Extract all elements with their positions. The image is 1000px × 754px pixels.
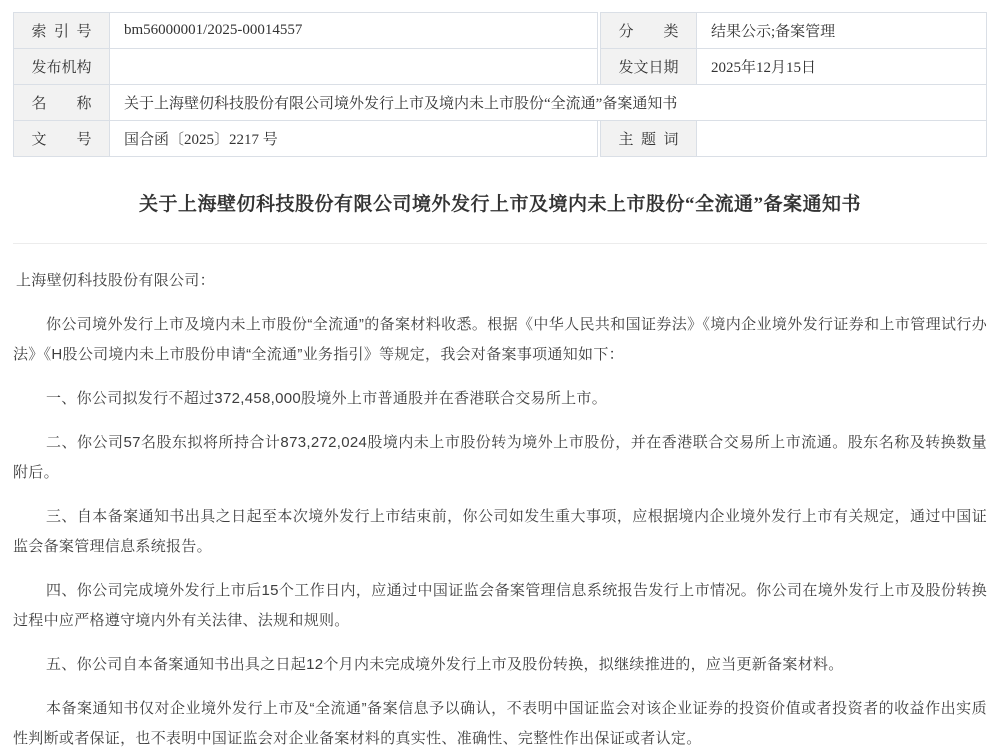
category-label-cell <box>600 12 697 49</box>
paragraph-item-4: 四、你公司完成境外发行上市后15个工作日内，应通过中国证监会备案管理信息系统报告发行上市情况。你公司在境外发行上市及股份转换过程中应严格遵守境内外有关法律、法规和规则。 <box>13 582 987 629</box>
paragraph-item-2: 二、你公司57名股东拟将所持合计873,272,024股境内未上市股份转为境外上市股份，并在香港联合交易所上市流通。股东名称及转换数量附后。 <box>13 434 987 481</box>
paragraph-item-3: 三、自本备案通知书出具之日起至本次境外发行上市结束前，你公司如发生重大事项，应根据境内企业境外发行上市有关规定，通过中国证监会备案管理信息系统报告。 <box>13 508 987 555</box>
document-name-label-cell <box>13 84 110 121</box>
issue-date-label: 发文日期 <box>618 60 679 76</box>
index-number-label-cell <box>13 12 110 49</box>
document-number-value: 国合函〔2025〕2217 号 <box>109 120 598 157</box>
issuing-agency-label: 发布机构 <box>31 60 92 76</box>
title-divider <box>13 243 987 244</box>
document-name-label: 名称 <box>31 96 92 112</box>
category-value: 结果公示;备案管理 <box>696 12 987 49</box>
document-body <box>13 266 987 754</box>
meta-row-4 <box>13 120 987 157</box>
subject-words-label-cell <box>600 120 697 157</box>
issue-date-value: 2025年12月15日 <box>696 48 987 85</box>
meta-row-1 <box>13 12 987 49</box>
document-title: 关于上海壁仞科技股份有限公司境外发行上市及境内未上市股份“全流通”备案通知书 <box>138 194 861 215</box>
salutation: 上海壁仞科技股份有限公司： <box>16 272 215 289</box>
meta-row-3 <box>13 84 987 121</box>
document-number-label-cell <box>13 120 110 157</box>
issue-date-label-cell <box>600 48 697 85</box>
paragraph-disclaimer: 本备案通知书仅对企业境外发行上市及“全流通”备案信息予以确认，不表明中国证监会对该企业证券的投资价值或者投资者的收益作出实质性判断或者保证，也不表明中国证监会对企业备案材料的真实性、准确性、完整性作出保证或者认定。 <box>13 700 987 747</box>
document-number-label: 文号 <box>31 132 92 148</box>
paragraph-intro: 你公司境外发行上市及境内未上市股份“全流通”的备案材料收悉。根据《中华人民共和国证券法》《境内企业境外发行证券和上市管理试行办法》《H股公司境内未上市股份申请“全流通”业务指引》等规定，我会对备案事项通知如下： <box>13 316 987 363</box>
issuing-agency-value <box>109 48 598 85</box>
subject-words-value <box>696 120 987 157</box>
meta-row-2 <box>13 48 987 85</box>
paragraph-item-1: 一、你公司拟发行不超过372,458,000股境外上市普通股并在香港联合交易所上市。 <box>46 390 608 407</box>
document-name-value: 关于上海壁仞科技股份有限公司境外发行上市及境内未上市股份“全流通”备案通知书 <box>109 84 987 121</box>
document-meta-table <box>13 12 987 157</box>
issuing-agency-label-cell <box>13 48 110 85</box>
index-number-label: 索引号 <box>31 24 92 40</box>
index-number-value: bm56000001/2025-00014557 <box>109 12 598 49</box>
subject-words-label: 主题词 <box>618 132 679 148</box>
paragraph-item-5: 五、你公司自本备案通知书出具之日起12个月内未完成境外发行上市及股份转换，拟继续推进的，应当更新备案材料。 <box>46 656 844 673</box>
category-label: 分类 <box>618 24 679 40</box>
